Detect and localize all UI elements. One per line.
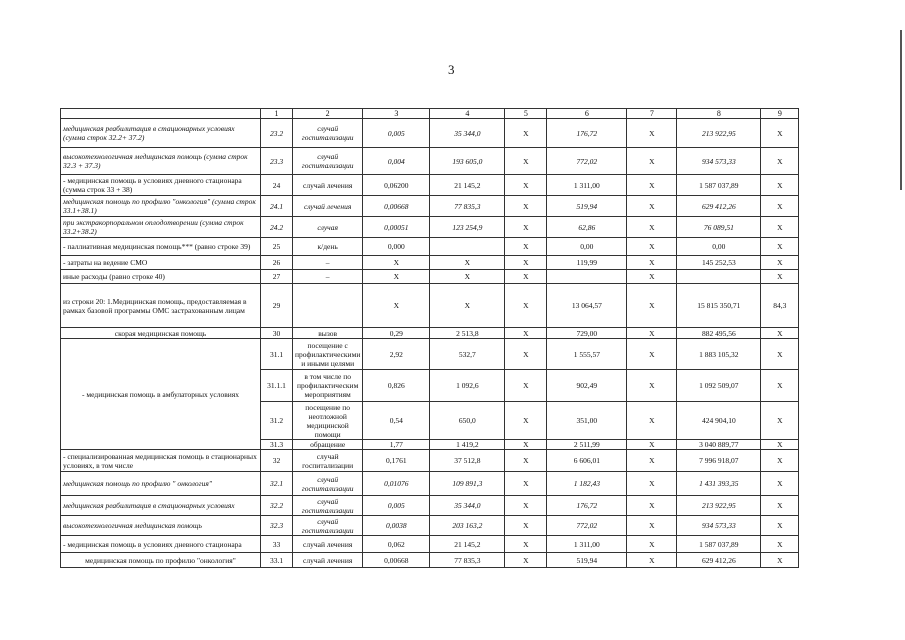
table-row <box>61 238 799 256</box>
table-cell: 145 252,53 <box>677 256 761 270</box>
table-cell: X <box>627 328 677 339</box>
table-cell: X <box>505 496 547 516</box>
table-cell: 24.1 <box>261 196 293 217</box>
table-cell: 0,1761 <box>363 450 430 472</box>
table-cell: X <box>505 148 547 175</box>
table-cell: X <box>761 270 799 284</box>
table-cell: 76 089,51 <box>677 217 761 238</box>
table-cell: X <box>505 328 547 339</box>
table-row <box>61 270 799 284</box>
table-cell: 1 419,2 <box>430 440 505 450</box>
table-cell: 0,00668 <box>363 553 430 568</box>
table-cell: иные расходы (равно строке 40) <box>61 270 261 284</box>
table-cell: X <box>505 553 547 568</box>
table-cell <box>61 109 261 119</box>
table-cell: из строки 20: 1.Медицинская помощь, предоставляемая в рамках базовой программы ОМС застрахованным лицам <box>61 284 261 328</box>
table-cell: X <box>761 536 799 553</box>
table-cell: X <box>627 516 677 536</box>
table-cell: 6 <box>547 109 627 119</box>
table-cell: X <box>363 270 430 284</box>
table-cell: 1 092,6 <box>430 370 505 402</box>
table-cell: X <box>761 238 799 256</box>
table-cell: 0,29 <box>363 328 430 339</box>
table-cell: 2,92 <box>363 339 430 370</box>
table-cell: 1 587 037,89 <box>677 536 761 553</box>
table-cell: 21 145,2 <box>430 175 505 196</box>
table-cell: высокотехнологичная медицинская помощь <box>61 516 261 536</box>
table-cell: 351,00 <box>547 402 627 440</box>
table-cell: 0,004 <box>363 148 430 175</box>
table-cell: 37 512,8 <box>430 450 505 472</box>
table-cell: медицинская помощь по профилю " онкология" <box>61 472 261 496</box>
table-cell: 213 922,95 <box>677 496 761 516</box>
medical-care-table <box>60 108 799 568</box>
table-cell: скорая медицинская помощь <box>61 328 261 339</box>
table-cell: 203 163,2 <box>430 516 505 536</box>
table-cell: 24 <box>261 175 293 196</box>
table-cell: 33.1 <box>261 553 293 568</box>
table-cell: 519,94 <box>547 196 627 217</box>
table-cell <box>547 270 627 284</box>
table-cell: 934 573,33 <box>677 148 761 175</box>
table-row <box>61 472 799 496</box>
table-cell: обращение <box>293 440 363 450</box>
table-cell: 23.3 <box>261 148 293 175</box>
scan-edge-line <box>900 30 902 190</box>
table-cell: 2 513,8 <box>430 328 505 339</box>
table-row <box>61 450 799 472</box>
table-cell: 0,005 <box>363 496 430 516</box>
table-cell: 23.2 <box>261 119 293 148</box>
table-cell: X <box>761 148 799 175</box>
table-cell: X <box>627 553 677 568</box>
table-cell: 32.3 <box>261 516 293 536</box>
table-cell: 1,77 <box>363 440 430 450</box>
table-cell: X <box>761 370 799 402</box>
table-cell: 21 145,2 <box>430 536 505 553</box>
table-cell: X <box>761 402 799 440</box>
table-cell: X <box>505 175 547 196</box>
table-cell: 0,0038 <box>363 516 430 536</box>
table-cell: 30 <box>261 328 293 339</box>
table-cell: 7 996 918,07 <box>677 450 761 472</box>
table-cell: X <box>627 496 677 516</box>
table-cell: 650,0 <box>430 402 505 440</box>
table-cell: случай госпитализации <box>293 516 363 536</box>
table-cell: X <box>761 450 799 472</box>
table-cell: 31.1 <box>261 339 293 370</box>
table-cell: случай лечения <box>293 196 363 217</box>
table-cell: X <box>505 472 547 496</box>
table-cell: – <box>293 256 363 270</box>
table-cell: вызов <box>293 328 363 339</box>
table-cell: 3 <box>363 109 430 119</box>
table-cell: X <box>761 516 799 536</box>
table-cell: X <box>505 119 547 148</box>
table-cell: X <box>761 553 799 568</box>
table-cell: посещение с профилактическими и иными целями <box>293 339 363 370</box>
table-cell: 0,005 <box>363 119 430 148</box>
table-cell: 1 311,00 <box>547 536 627 553</box>
table-cell: X <box>627 148 677 175</box>
table-cell: случай госпитализации <box>293 119 363 148</box>
table-cell: – <box>293 270 363 284</box>
table-cell: 772,02 <box>547 148 627 175</box>
table-cell: медицинская реабилитация в стационарных условиях <box>61 496 261 516</box>
table-cell: 6 606,01 <box>547 450 627 472</box>
table-cell: 32.1 <box>261 472 293 496</box>
table-cell: 0,54 <box>363 402 430 440</box>
table-cell: 0,06200 <box>363 175 430 196</box>
table-cell: 109 891,3 <box>430 472 505 496</box>
table-cell: 0,000 <box>363 238 430 256</box>
table-cell: X <box>363 256 430 270</box>
table-cell: X <box>627 402 677 440</box>
table-cell: 35 344,0 <box>430 496 505 516</box>
table-row <box>61 119 799 148</box>
table-row <box>61 339 799 370</box>
table-cell: X <box>627 370 677 402</box>
table-cell: 1 555,57 <box>547 339 627 370</box>
table-row <box>61 496 799 516</box>
table-cell: 532,7 <box>430 339 505 370</box>
table-cell: - медицинская помощь в амбулаторных условиях <box>61 339 261 450</box>
table-cell: 62,86 <box>547 217 627 238</box>
table-cell: 35 344,0 <box>430 119 505 148</box>
table-cell: 1 883 105,32 <box>677 339 761 370</box>
table-cell: случай лечения <box>293 175 363 196</box>
table-cell: X <box>505 217 547 238</box>
table-cell: X <box>627 238 677 256</box>
table-row <box>61 536 799 553</box>
table-cell: X <box>363 284 430 328</box>
table-cell: 32.2 <box>261 496 293 516</box>
table-cell: 119,99 <box>547 256 627 270</box>
table-cell: - медицинская помощь в условиях дневного стационара <box>61 536 261 553</box>
table-cell: 934 573,33 <box>677 516 761 536</box>
table-cell: случай лечения <box>293 553 363 568</box>
table-cell: 0,00051 <box>363 217 430 238</box>
table-cell: 0,00 <box>547 238 627 256</box>
table-cell: X <box>627 175 677 196</box>
table-cell: 1 311,00 <box>547 175 627 196</box>
table-cell: 0,00 <box>677 238 761 256</box>
table-cell: - паллиативная медицинская помощь*** (равно строке 39) <box>61 238 261 256</box>
table-cell: X <box>505 440 547 450</box>
table-cell: X <box>761 472 799 496</box>
table-cell: X <box>627 472 677 496</box>
table-cell: 24.2 <box>261 217 293 238</box>
table-cell: 0,826 <box>363 370 430 402</box>
table-row <box>61 284 799 328</box>
table-cell: X <box>430 270 505 284</box>
table-cell: 77 835,3 <box>430 553 505 568</box>
table-cell: случай госпитализации <box>293 496 363 516</box>
table-cell: X <box>627 217 677 238</box>
table-cell: X <box>505 238 547 256</box>
table-cell: - специализированная медицинская помощь в стационарных условиях, в том числе <box>61 450 261 472</box>
table-cell: случай лечения <box>293 536 363 553</box>
table-cell: медицинская реабилитация в стационарных условиях (сумма строк 32.2+ 37.2) <box>61 119 261 148</box>
table-cell: X <box>430 284 505 328</box>
table-cell: X <box>505 284 547 328</box>
table-cell: 84,3 <box>761 284 799 328</box>
table-cell: 629 412,26 <box>677 196 761 217</box>
table-cell: X <box>761 328 799 339</box>
table-cell: медицинская помощь по профилю "онкология" <box>61 553 261 568</box>
table-cell: 1 587 037,89 <box>677 175 761 196</box>
table-cell: 193 605,0 <box>430 148 505 175</box>
table-cell: X <box>505 339 547 370</box>
table-cell: 176,72 <box>547 496 627 516</box>
table-cell: 13 064,57 <box>547 284 627 328</box>
table-cell: 213 922,95 <box>677 119 761 148</box>
table-cell: X <box>627 284 677 328</box>
page-number: 3 <box>448 62 455 77</box>
table-row <box>61 553 799 568</box>
table-cell: X <box>761 496 799 516</box>
table-cell: 9 <box>761 109 799 119</box>
table-cell: - затраты на ведение СМО <box>61 256 261 270</box>
table-cell: 0,00668 <box>363 196 430 217</box>
table-cell: 15 815 350,71 <box>677 284 761 328</box>
table-cell: 4 <box>430 109 505 119</box>
table-cell: 1 092 509,07 <box>677 370 761 402</box>
table-cell: 1 431 393,35 <box>677 472 761 496</box>
table-cell: к/день <box>293 238 363 256</box>
table-cell: 0,01076 <box>363 472 430 496</box>
table-cell: 519,94 <box>547 553 627 568</box>
table-cell: 772,02 <box>547 516 627 536</box>
table-cell: X <box>627 440 677 450</box>
table-cell: X <box>505 536 547 553</box>
table-cell: 32 <box>261 450 293 472</box>
table-cell: 31.2 <box>261 402 293 440</box>
table-row <box>61 217 799 238</box>
table-cell: 0,062 <box>363 536 430 553</box>
table-cell: 25 <box>261 238 293 256</box>
table-cell: 29 <box>261 284 293 328</box>
table-cell: случай госпитализации <box>293 472 363 496</box>
table-cell: X <box>627 536 677 553</box>
table-cell: случай госпитализации <box>293 450 363 472</box>
table-cell: X <box>627 119 677 148</box>
table-cell: 31.3 <box>261 440 293 450</box>
table-cell: X <box>761 175 799 196</box>
table-cell: 26 <box>261 256 293 270</box>
table-cell: X <box>505 450 547 472</box>
table-cell: X <box>761 217 799 238</box>
table-cell: в том числе по профилактическим мероприятиям <box>293 370 363 402</box>
table-cell: 729,00 <box>547 328 627 339</box>
table-row <box>61 516 799 536</box>
table-cell: 2 <box>293 109 363 119</box>
table-cell: медицинская помощь по профилю "онкология" (сумма строк 33.1+38.1) <box>61 196 261 217</box>
table-cell: 31.1.1 <box>261 370 293 402</box>
table-cell: X <box>627 450 677 472</box>
table-cell <box>293 284 363 328</box>
table-cell: при экстракорпоральном оплодотворении (сумма строк 33.2+38.2) <box>61 217 261 238</box>
table-cell: 902,49 <box>547 370 627 402</box>
table-cell: 7 <box>627 109 677 119</box>
table-header-row <box>61 109 799 119</box>
table-cell: 1 <box>261 109 293 119</box>
table-cell: 8 <box>677 109 761 119</box>
table-cell: X <box>430 256 505 270</box>
table-cell: X <box>505 402 547 440</box>
table-cell: X <box>761 440 799 450</box>
table-cell: X <box>761 196 799 217</box>
table-cell: 2 511,99 <box>547 440 627 450</box>
table-cell: 882 495,56 <box>677 328 761 339</box>
table-cell: 123 254,9 <box>430 217 505 238</box>
table-cell: 424 904,10 <box>677 402 761 440</box>
table-cell: X <box>505 196 547 217</box>
table-cell: X <box>761 256 799 270</box>
table-cell: - медицинская помощь в условиях дневного стационара (сумма строк 33 + 38) <box>61 175 261 196</box>
table-cell <box>430 238 505 256</box>
table-cell: X <box>761 339 799 370</box>
table-cell: 176,72 <box>547 119 627 148</box>
table-cell: случай госпитализации <box>293 148 363 175</box>
table-cell: 5 <box>505 109 547 119</box>
table-cell: X <box>505 370 547 402</box>
table-cell <box>677 270 761 284</box>
table-cell: высокотехнологичная медицинская помощь (сумма строк 32.3 + 37.3) <box>61 148 261 175</box>
table-row <box>61 196 799 217</box>
table-cell: X <box>627 270 677 284</box>
table-cell: 27 <box>261 270 293 284</box>
table-cell: 33 <box>261 536 293 553</box>
table-row <box>61 328 799 339</box>
table-cell: 77 835,3 <box>430 196 505 217</box>
table-row <box>61 175 799 196</box>
table-cell: X <box>505 270 547 284</box>
table-cell: X <box>627 339 677 370</box>
table-row <box>61 256 799 270</box>
table-cell: X <box>505 256 547 270</box>
table-cell: X <box>505 516 547 536</box>
table-cell: 3 040 889,77 <box>677 440 761 450</box>
table-cell: 1 182,43 <box>547 472 627 496</box>
table-cell: случая <box>293 217 363 238</box>
table-cell: посещение по неотложной медицинской помощи <box>293 402 363 440</box>
table-cell: X <box>627 256 677 270</box>
table-cell: X <box>627 196 677 217</box>
table-row <box>61 148 799 175</box>
table-cell: X <box>761 119 799 148</box>
table-cell: 629 412,26 <box>677 553 761 568</box>
